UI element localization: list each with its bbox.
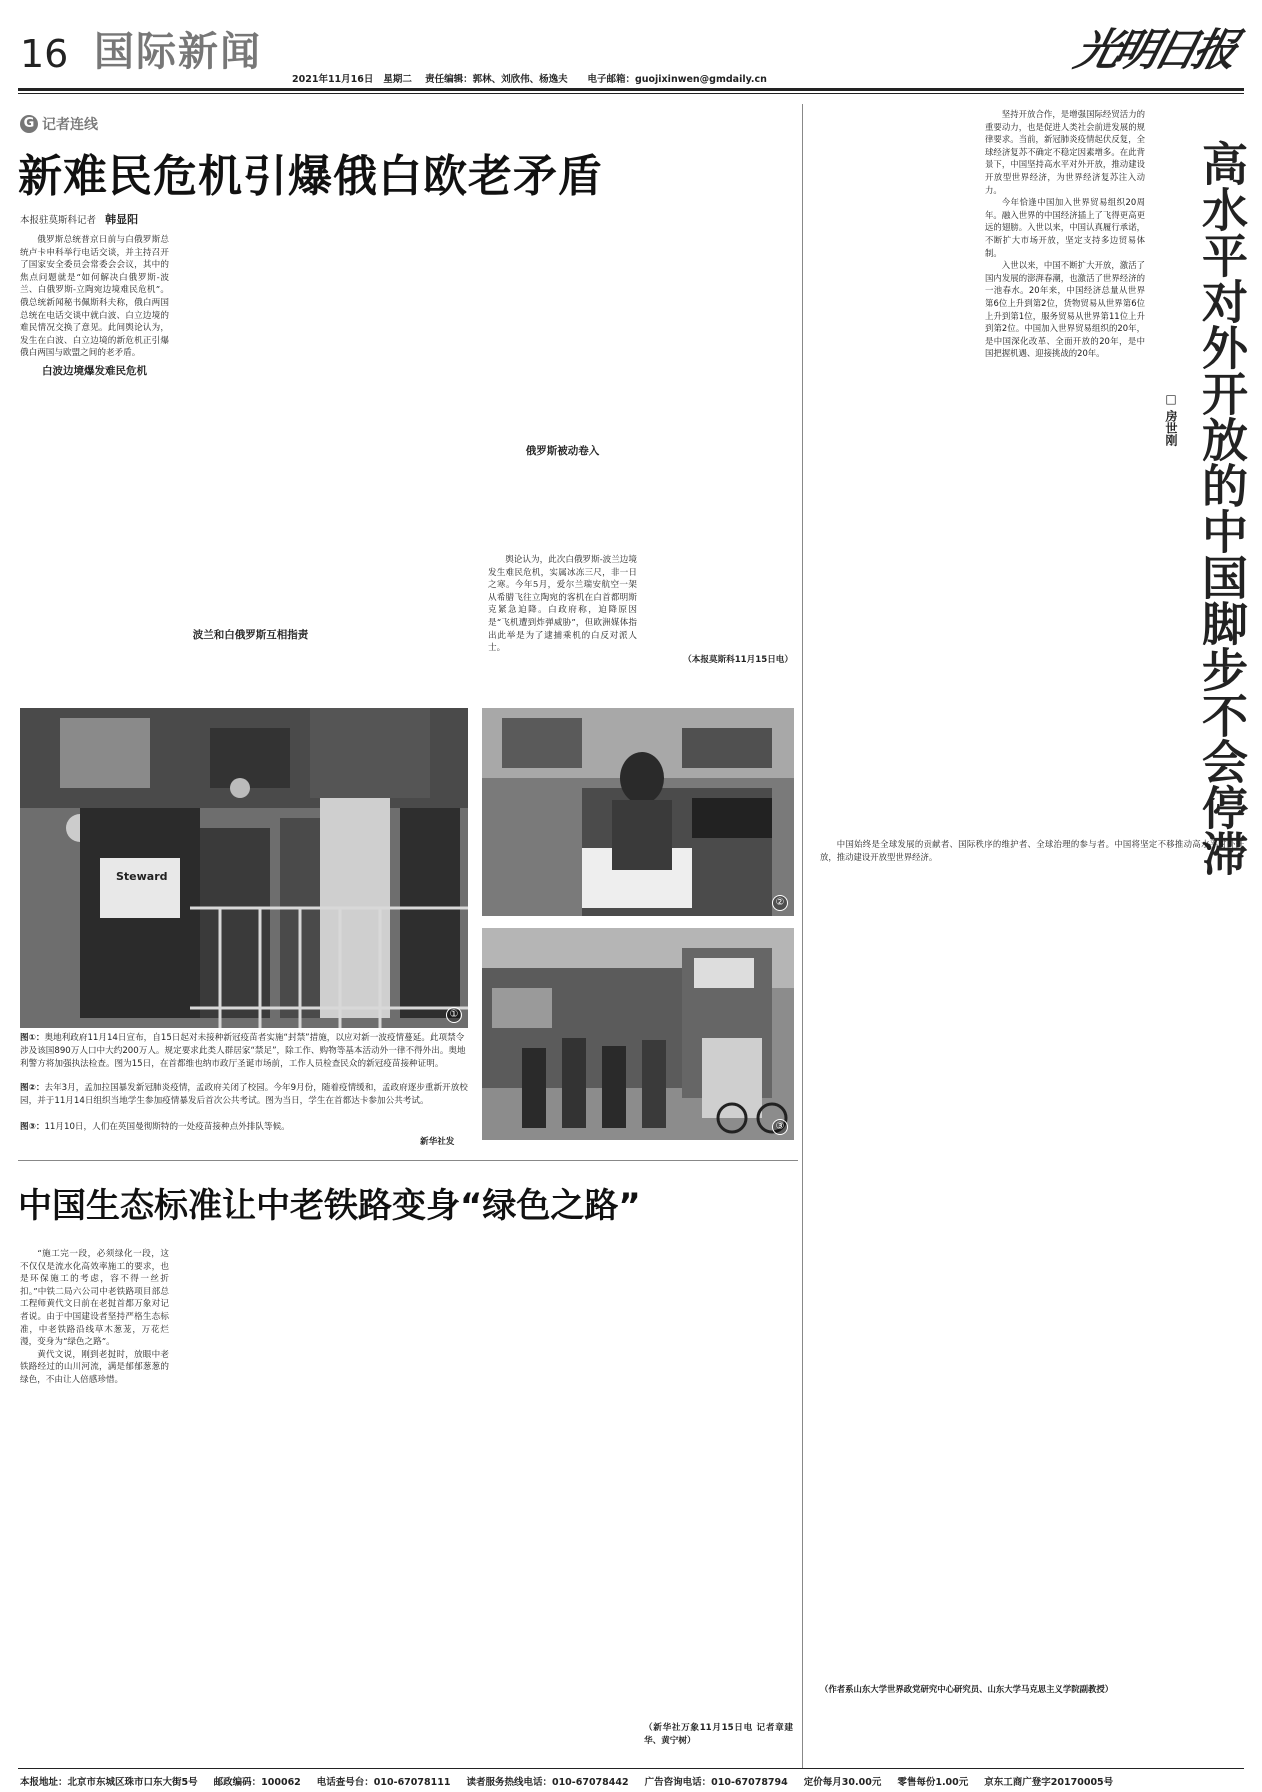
sidebar-footer-note: （作者系山东大学世界政党研究中心研究员、山东大学马克思主义学院副教授） <box>820 1684 1114 1695</box>
sidebar-body-narrow <box>985 108 1145 828</box>
photo-caption-2 <box>20 1082 468 1108</box>
article2-paragraph: “施工完一段，必须绿化一段，这不仅仅是流水化高效率施工的要求，也是环保施工的考虑，容不得一丝折扣。”中铁二局六公司中老铁路项目部总工程师黄代文日前在老挝首都万象对记者说。由于中国建设者坚持严格生态标准，中老铁路沿线草木葱茏，万花烂漫，变身为“绿色之路”。 <box>20 1249 169 1348</box>
caption-text: 11月10日，人们在英国曼彻斯特的一处疫苗接种点外排队等候。 <box>44 1122 290 1132</box>
sidebar-title: 高水平对外开放的中国脚步不会停滞 <box>1195 140 1249 876</box>
footer-rule <box>18 1768 1244 1769</box>
sidebar-paragraph: 今年恰逢中国加入世界贸易组织20周年。融入世界的中国经济插上了飞得更高更远的翅膀。入世以来，中国认真履行承诺，不断扩大市场开放，坚定支持多边贸易体制。 <box>985 197 1145 258</box>
footer-address: 本报地址：北京市东城区珠市口东大街5号 <box>20 1777 198 1788</box>
article1-col2 <box>176 234 325 696</box>
date: 2021年11月16日 <box>292 74 374 85</box>
article2-col5 <box>644 1248 793 1766</box>
article1-col3 <box>332 234 481 696</box>
article2-col1 <box>20 1248 169 1766</box>
column-tag-icon: G <box>20 115 38 133</box>
article2-top-rule <box>18 1160 798 1161</box>
article2-paragraph: 黄代文说，刚到老挝时，放眼中老铁路经过的山川河流，满是郁郁葱葱的绿色，不由让人倍感珍惜。 <box>20 1349 169 1385</box>
footer-info <box>20 1774 1244 1788</box>
author-mark: □ <box>1164 392 1178 406</box>
article2-dateline: （新华社万象11月15日电 记者章建华、黄宁树） <box>644 1723 793 1746</box>
article2-col4 <box>488 1248 637 1766</box>
footer-price-month: 定价每月30.00元 <box>803 1777 882 1788</box>
article1-subhead: 白波边境爆发难民危机 <box>42 364 147 377</box>
photo-caption-3 <box>20 1121 468 1134</box>
sidebar-body-wide <box>820 838 1244 1728</box>
byline-name: 韩显阳 <box>105 213 139 226</box>
article1-subhead: 俄罗斯被动卷入 <box>525 445 600 457</box>
photo-number: ③ <box>772 1119 788 1135</box>
masthead-rule <box>18 88 1244 91</box>
byline-label: 本报驻莫斯科记者 <box>20 215 97 226</box>
sidebar-paragraph: 入世以来，中国不断扩大开放，激活了国内发展的澎湃春潮，也激活了世界经济的一池春水。20年来，中国经济总量从世界第6位上升到第2位，货物贸易从世界第6位上升到第1位，服务贸易从世界第11位上升到第2位。中国加入世界贸易组织的20年，是中国深化改革、全面开放的20年，是中国把握机遇、迎接挑战的20年。 <box>985 260 1145 359</box>
caption-label: 图①： <box>20 1033 45 1043</box>
sidebar-divider <box>802 104 803 1768</box>
footer-price-copy: 零售每份1.00元 <box>897 1777 969 1788</box>
steward-sign: Steward <box>116 870 168 883</box>
article1-paragraph: 俄罗斯总统普京日前与白俄罗斯总统卢卡申科举行电话交谈，并主持召开了国家安全委员会常委会会议，其中的焦点问题就是“如何解决白俄罗斯-波兰、白俄罗斯-立陶宛边境难民危机”。俄总统新闻秘书佩斯科夫称，俄白两国总统在电话交谈中就白波、白立边境的难民情况交换了意见。此间舆论认为，发生在白波、白立边境的新危机正引爆俄白两国与欧盟之间的老矛盾。 <box>20 235 169 359</box>
footer-reader-hotline: 读者服务热线电话：010-67078442 <box>466 1777 629 1788</box>
column-tag <box>20 114 98 134</box>
caption-label: 图②： <box>20 1083 45 1093</box>
footer-postcode: 邮政编码：100062 <box>213 1777 301 1788</box>
caption-text: 去年3月，孟加拉国暴发新冠肺炎疫情，孟政府关闭了校园。今年9月份，随着疫情缓和，孟政府逐步重新开放校园，并于11月14日组织当地学生参加疫情暴发后首次公共考试。图为当日，学生在首都达卡参加公共考试。 <box>20 1083 468 1106</box>
article2-col3 <box>332 1248 481 1766</box>
issue-date <box>292 71 767 85</box>
section-title: 国际新闻 <box>94 29 262 75</box>
page-number: 16 <box>20 32 69 76</box>
footer-phone: 电话查号台：010-67078111 <box>316 1777 451 1788</box>
photo-3 <box>482 928 794 1140</box>
photo-1 <box>20 708 468 1028</box>
photo-caption-1 <box>20 1032 468 1071</box>
newspaper-logo: 光明日报 <box>1069 25 1239 76</box>
article1-paragraph: 舆论认为，此次白俄罗斯-波兰边境发生难民危机，实属冰冻三尺，非一日之寒。今年5月，爱尔兰瑞安航空一架从希腊飞往立陶宛的客机在白首都明斯克紧急迫降。白政府称，迫降原因是“飞机遭到炸弹威胁”，但欧洲媒体指出此举是为了逮捕乘机的白反对派人士。 <box>488 555 637 654</box>
footer-license: 京东工商广登字20170005号 <box>984 1777 1114 1788</box>
article2-col2 <box>176 1248 325 1766</box>
article1-dateline: （本报莫斯科11月15日电） <box>683 655 793 665</box>
masthead-rule-thin <box>18 93 1244 94</box>
article1-col5 <box>644 234 793 696</box>
weekday: 星期二 <box>383 74 412 85</box>
editors: 责任编辑：郭林、刘欣伟、杨逸夫 <box>425 74 568 85</box>
caption-text: 奥地利政府11月14日宣布，自15日起对未接种新冠疫苗者实施“封禁”措施，以应对新一波疫情蔓延。此项禁令涉及该国890万人口中大约200万人。规定要求此类人群居家“禁足”，除工作、购物等基本活动外一律不得外出。奥地利警方将加强执法检查。图为15日，在首都维也纳市政厅圣诞市场前，工作人员检查民众的新冠疫苗接种证明。 <box>20 1033 466 1069</box>
photo-number: ① <box>446 1007 462 1023</box>
column-tag-label: 记者连线 <box>42 117 98 133</box>
photo-credit: 新华社发 <box>420 1137 455 1147</box>
sidebar-paragraph: 中国始终是全球发展的贡献者、国际秩序的维护者、全球治理的参与者。中国将坚定不移推动高水平对外开放，推动建设开放型世界经济。 <box>820 839 1244 862</box>
article1-subhead: 波兰和白俄罗斯互相指责 <box>192 629 309 641</box>
photo-number: ② <box>772 895 788 911</box>
masthead <box>0 0 1262 100</box>
footer-ads-phone: 广告咨询电话：010-67078794 <box>644 1777 788 1788</box>
article1-col4 <box>488 234 637 696</box>
photo-2 <box>482 708 794 916</box>
article2-headline: 中国生态标准让中老铁路变身“绿色之路” <box>18 1186 641 1226</box>
caption-label: 图③： <box>20 1122 45 1132</box>
sidebar-author <box>1160 392 1180 446</box>
article1-headline: 新难民危机引爆俄白欧老矛盾 <box>18 151 603 202</box>
author-name: 房世刚 <box>1164 410 1178 447</box>
article1-byline <box>20 211 138 227</box>
article1-col1 <box>20 234 169 696</box>
email: 电子邮箱：guojixinwen@gmdaily.cn <box>587 74 767 85</box>
sidebar-paragraph: 坚持开放合作，是增强国际经贸活力的重要动力，也是促进人类社会前进发展的规律要求。当前，新冠肺炎疫情起伏反复，全球经济复苏不确定不稳定因素增多。在此背景下，中国坚持高水平对外开放，推动建设开放型世界经济，为世界经济复苏注入动力。 <box>985 109 1145 195</box>
